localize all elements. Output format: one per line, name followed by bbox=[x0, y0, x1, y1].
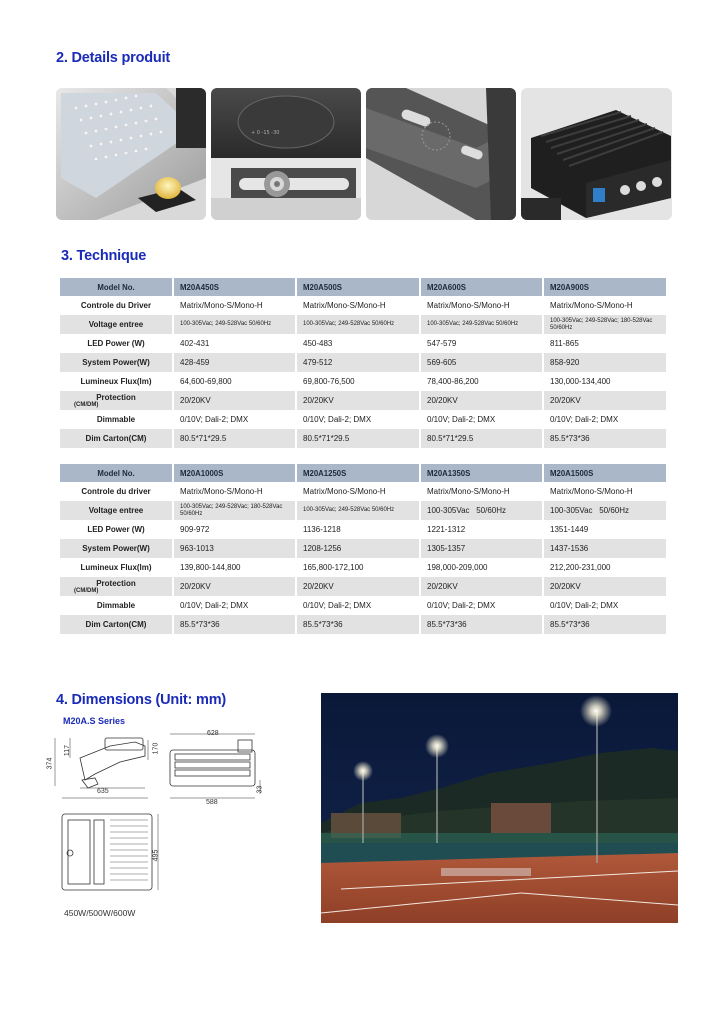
table-cell: 20/20KV bbox=[296, 577, 420, 596]
photo-led-module bbox=[56, 88, 206, 220]
table-cell: 78,400-86,200 bbox=[420, 372, 543, 391]
table-cell: Matrix/Mono-S/Mono-H bbox=[173, 482, 296, 501]
table-cell: 1351-1449 bbox=[543, 520, 666, 539]
table-header-row bbox=[60, 464, 666, 482]
spec-table-2 bbox=[60, 464, 666, 634]
row-label: Lumineux Flux(lm) bbox=[60, 558, 173, 577]
table-cell: 100-305Vac; 249-528Vac 50/60Hz bbox=[173, 315, 296, 334]
table-cell: 0/10V; Dali-2; DMX bbox=[543, 596, 666, 615]
dim-588: 588 bbox=[206, 799, 218, 806]
table-row bbox=[60, 596, 666, 615]
table-cell: 100-305Vac; 249-528Vac 50/60Hz bbox=[420, 315, 543, 334]
table-cell: 1221-1312 bbox=[420, 520, 543, 539]
table-row bbox=[60, 372, 666, 391]
dim-170: 170 bbox=[152, 742, 160, 755]
table-cell: 1305-1357 bbox=[420, 539, 543, 558]
table-row bbox=[60, 558, 666, 577]
row-label: Voltage entree bbox=[60, 501, 173, 520]
table-cell: 64,600-69,800 bbox=[173, 372, 296, 391]
table-cell: 20/20KV bbox=[173, 391, 296, 410]
table-cell: 85.5*73*36 bbox=[543, 615, 666, 634]
row-label-sub: (CM/DM) bbox=[74, 587, 99, 594]
table-cell: 80.5*71*29.5 bbox=[296, 429, 420, 448]
dim-117: 117 bbox=[64, 744, 72, 757]
table-row bbox=[60, 391, 666, 410]
table-cell: 85.5*73*36 bbox=[296, 615, 420, 634]
table-cell: 100-305Vac 50/60Hz bbox=[543, 501, 666, 520]
table-cell: 1136-1218 bbox=[296, 520, 420, 539]
table-row bbox=[60, 482, 666, 501]
table-cell: 139,800-144,800 bbox=[173, 558, 296, 577]
row-label: Dim Carton(CM) bbox=[60, 429, 173, 448]
table-cell: 20/20KV bbox=[296, 391, 420, 410]
table-row bbox=[60, 501, 666, 520]
table-cell: Matrix/Mono-S/Mono-H bbox=[420, 296, 543, 315]
row-label: System Power(W) bbox=[60, 353, 173, 372]
table-cell: 100-305Vac; 249-528Vac 50/60Hz bbox=[296, 501, 420, 520]
table-cell: 0/10V; Dali-2; DMX bbox=[296, 410, 420, 429]
header-cell: Model No. bbox=[60, 464, 173, 482]
table-row bbox=[60, 410, 666, 429]
row-label: Lumineux Flux(lm) bbox=[60, 372, 173, 391]
table-cell: 1437-1536 bbox=[543, 539, 666, 558]
table-cell: 0/10V; Dali-2; DMX bbox=[420, 410, 543, 429]
table-row bbox=[60, 577, 666, 596]
dim-635: 635 bbox=[97, 788, 109, 795]
table-cell: 811-865 bbox=[543, 334, 666, 353]
dim-33: 33 bbox=[256, 785, 264, 794]
dim-495: 495 bbox=[152, 849, 160, 862]
table-cell: 100-305Vac; 249-528Vac 50/60Hz bbox=[296, 315, 420, 334]
row-label: System Power(W) bbox=[60, 539, 173, 558]
table-cell: 963-1013 bbox=[173, 539, 296, 558]
table-cell: 165,800-172,100 bbox=[296, 558, 420, 577]
table-cell: 909-972 bbox=[173, 520, 296, 539]
table-cell: 69,800-76,500 bbox=[296, 372, 420, 391]
table-cell: 858-920 bbox=[543, 353, 666, 372]
table-cell: 569-605 bbox=[420, 353, 543, 372]
table-cell: Matrix/Mono-S/Mono-H bbox=[173, 296, 296, 315]
table-cell: 20/20KV bbox=[543, 391, 666, 410]
table-cell: 20/20KV bbox=[173, 577, 296, 596]
table-cell: 20/20KV bbox=[543, 577, 666, 596]
table-cell: 130,000-134,400 bbox=[543, 372, 666, 391]
table-cell: Matrix/Mono-S/Mono-H bbox=[420, 482, 543, 501]
header-cell: M20A600S bbox=[420, 278, 543, 296]
photo-driver-box bbox=[521, 88, 672, 220]
header-cell: M20A1500S bbox=[543, 464, 666, 482]
row-label bbox=[60, 391, 173, 410]
table-cell: 20/20KV bbox=[420, 391, 543, 410]
dimension-drawing bbox=[50, 728, 270, 898]
table-cell: 428-459 bbox=[173, 353, 296, 372]
table-row bbox=[60, 429, 666, 448]
table-cell: 0/10V; Dali-2; DMX bbox=[173, 410, 296, 429]
photo-adjustable-bracket bbox=[211, 88, 361, 220]
table-cell: 212,200-231,000 bbox=[543, 558, 666, 577]
table-cell: Matrix/Mono-S/Mono-H bbox=[543, 296, 666, 315]
table-cell: 20/20KV bbox=[420, 577, 543, 596]
table-row bbox=[60, 315, 666, 334]
table-cell: 85.5*73*36 bbox=[173, 615, 296, 634]
header-cell: M20A1250S bbox=[296, 464, 420, 482]
row-label: Controle du Driver bbox=[60, 296, 173, 315]
header-cell: M20A450S bbox=[173, 278, 296, 296]
header-cell: Model No. bbox=[60, 278, 173, 296]
table-cell: 0/10V; Dali-2; DMX bbox=[296, 596, 420, 615]
table-cell: 0/10V; Dali-2; DMX bbox=[543, 410, 666, 429]
row-label: Dimmable bbox=[60, 596, 173, 615]
table-row bbox=[60, 615, 666, 634]
header-cell: M20A900S bbox=[543, 278, 666, 296]
table-cell: 450-483 bbox=[296, 334, 420, 353]
section-title-dimensions: 4. Dimensions (Unit: mm) bbox=[56, 692, 227, 708]
table-cell: 80.5*71*29.5 bbox=[420, 429, 543, 448]
row-label: Controle du driver bbox=[60, 482, 173, 501]
table-cell: 1208-1256 bbox=[296, 539, 420, 558]
table-cell: Matrix/Mono-S/Mono-H bbox=[296, 482, 420, 501]
svg-text:+ 0 -15 -30: + 0 -15 -30 bbox=[251, 130, 280, 136]
header-cell: M20A1000S bbox=[173, 464, 296, 482]
dim-628: 628 bbox=[207, 730, 219, 737]
row-label: Voltage entree bbox=[60, 315, 173, 334]
table-cell: 198,000-209,000 bbox=[420, 558, 543, 577]
row-label: Dimmable bbox=[60, 410, 173, 429]
section-title-technique: 3. Technique bbox=[61, 248, 147, 264]
table-cell: 80.5*71*29.5 bbox=[173, 429, 296, 448]
table-row bbox=[60, 334, 666, 353]
table-header-row bbox=[60, 278, 666, 296]
table-cell: 479-512 bbox=[296, 353, 420, 372]
table-cell: 85.5*73*36 bbox=[420, 615, 543, 634]
table-cell: 100-305Vac; 249-528Vac; 180-528Vac 50/60Hz bbox=[543, 315, 666, 334]
header-cell: M20A1350S bbox=[420, 464, 543, 482]
row-label: LED Power (W) bbox=[60, 520, 173, 539]
table-row bbox=[60, 520, 666, 539]
table-cell: 547-579 bbox=[420, 334, 543, 353]
wattage-label: 450W/500W/600W bbox=[64, 908, 136, 918]
row-label: Dim Carton(CM) bbox=[60, 615, 173, 634]
table-cell: 100-305Vac; 249-528Vac; 180-528Vac 50/60Hz bbox=[173, 501, 296, 520]
dim-374: 374 bbox=[46, 757, 54, 770]
table-row bbox=[60, 539, 666, 558]
row-label-sub: (CM/DM) bbox=[74, 401, 99, 408]
table-cell: 0/10V; Dali-2; DMX bbox=[420, 596, 543, 615]
photo-tennis-court-night bbox=[321, 693, 678, 923]
table-cell: 85.5*73*36 bbox=[543, 429, 666, 448]
table-row bbox=[60, 353, 666, 372]
photo-mounting-bracket bbox=[366, 88, 516, 220]
table-cell: Matrix/Mono-S/Mono-H bbox=[543, 482, 666, 501]
table-cell: 0/10V; Dali-2; DMX bbox=[173, 596, 296, 615]
section-title-details: 2. Details produit bbox=[56, 50, 171, 66]
row-label: LED Power (W) bbox=[60, 334, 173, 353]
row-label-main: Protection bbox=[96, 392, 136, 402]
table-cell: 402-431 bbox=[173, 334, 296, 353]
series-label: M20A.S Series bbox=[63, 716, 126, 726]
table-row bbox=[60, 296, 666, 315]
table-cell: Matrix/Mono-S/Mono-H bbox=[296, 296, 420, 315]
header-cell: M20A500S bbox=[296, 278, 420, 296]
row-label bbox=[60, 577, 173, 596]
table-cell: 100-305Vac 50/60Hz bbox=[420, 501, 543, 520]
spec-table-1 bbox=[60, 278, 666, 448]
row-label-main: Protection bbox=[96, 578, 136, 588]
